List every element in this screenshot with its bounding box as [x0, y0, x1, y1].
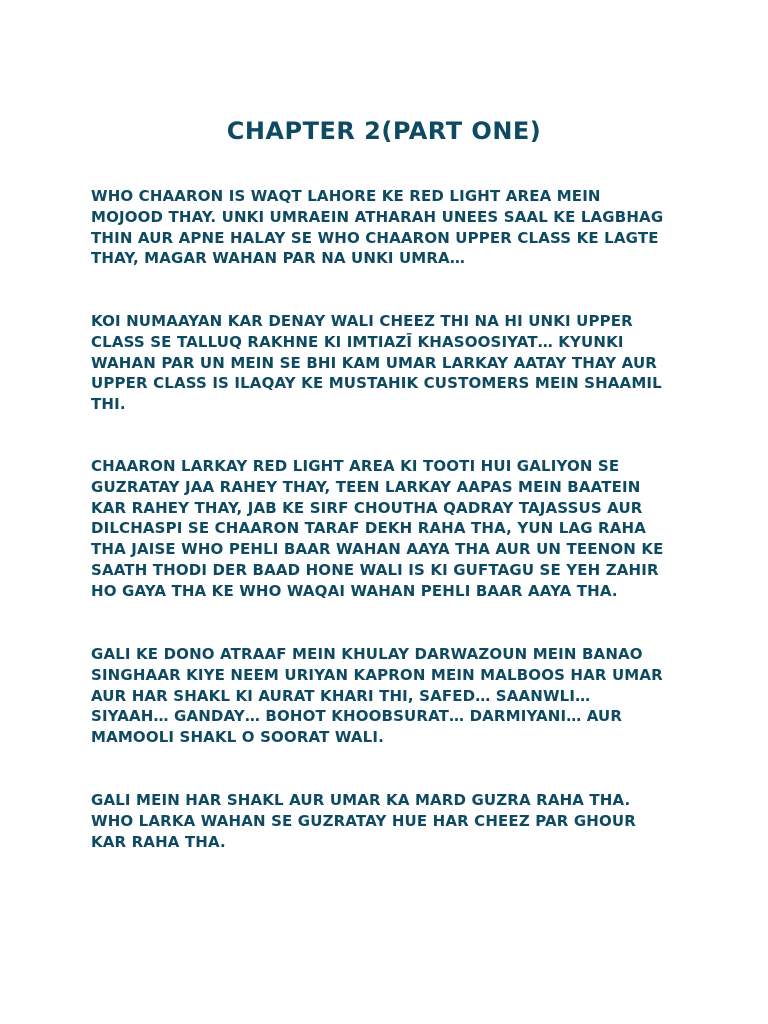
paragraph-line: HO GAYA THA KE WHO WAQAI WAHAN PEHLI BAAR AAYA THA.: [91, 581, 618, 600]
paragraph-line: SAATH THODI DER BAAD HONE WALI IS KI GUFTAGU SE YEH ZAHIR: [91, 560, 659, 579]
paragraph-line: DILCHASPI SE CHAARON TARAF DEKH RAHA THA, YUN LAG RAHA: [91, 519, 646, 538]
paragraph-line: WHO LARKA WAHAN SE GUZRATAY HUE HAR CHEEZ PAR GHOUR: [91, 811, 636, 830]
paragraph-1: [91, 186, 691, 269]
paragraph-line: THI.: [91, 395, 126, 414]
paragraph-line: CHAARON LARKAY RED LIGHT AREA KI TOOTI HUI GALIYON SE: [91, 457, 620, 475]
paragraph-line: KOI NUMAAYAN KAR DENAY WALI CHEEZ THI NA HI UNKI UPPER: [91, 312, 633, 330]
paragraph-line: THIN AUR APNE HALAY SE WHO CHAARON UPPER CLASS KE LAGTE: [91, 228, 659, 247]
paragraph-line: GALI KE DONO ATRAAF MEIN KHULAY DARWAZOUN MEIN BANAO: [91, 645, 643, 663]
paragraph-line: UPPER CLASS IS ILAQAY KE MUSTAHIK CUSTOMERS MEIN SHAAMIL: [91, 374, 662, 393]
paragraph-5: [91, 790, 691, 852]
paragraph-line: KAR RAHA THA.: [91, 832, 226, 851]
paragraph-line: THAY, MAGAR WAHAN PAR NA UNKI UMRA…: [91, 249, 465, 268]
paragraph-2: [91, 311, 691, 415]
paragraph-line: WAHAN PAR UN MEIN SE BHI KAM UMAR LARKAY AATAY THAY AUR: [91, 353, 657, 372]
paragraph-line: CLASS SE TALLUQ RAKHNE KI IMTIAZĪ KHASOOSIYAT… KYUNKI: [91, 332, 624, 351]
paragraph-line: MOJOOD THAY. UNKI UMRAEIN ATHARAH UNEES SAAL KE LAGBHAG: [91, 207, 664, 226]
paragraph-line: SINGHAAR KIYE NEEM URIYAN KAPRON MEIN MALBOOS HAR UMAR: [91, 665, 663, 684]
paragraph-line: GUZRATAY JAA RAHEY THAY, TEEN LARKAY AAPAS MEIN BAATEIN: [91, 477, 641, 496]
paragraph-line: SIYAAH… GANDAY… BOHOT KHOOBSURAT… DARMIYANI… AUR: [91, 707, 623, 726]
paragraph-line: MAMOOLI SHAKL O SOORAT WALI.: [91, 728, 384, 747]
paragraph-4: [91, 644, 691, 748]
chapter-title: CHAPTER 2(PART ONE): [226, 117, 542, 145]
paragraph-line: WHO CHAARON IS WAQT LAHORE KE RED LIGHT AREA MEIN: [91, 187, 601, 205]
paragraph-line: AUR HAR SHAKL KI AURAT KHARI THI, SAFED… SAANWLI…: [91, 686, 591, 705]
paragraph-line: KAR RAHEY THAY, JAB KE SIRF CHOUTHA QADRAY TAJASSUS AUR: [91, 498, 643, 517]
paragraph-line: THA JAISE WHO PEHLI BAAR WAHAN AAYA THA AUR UN TEENON KE: [91, 540, 664, 559]
paragraph-3: [91, 456, 691, 602]
paragraph-line: GALI MEIN HAR SHAKL AUR UMAR KA MARD GUZRA RAHA THA.: [91, 791, 631, 809]
